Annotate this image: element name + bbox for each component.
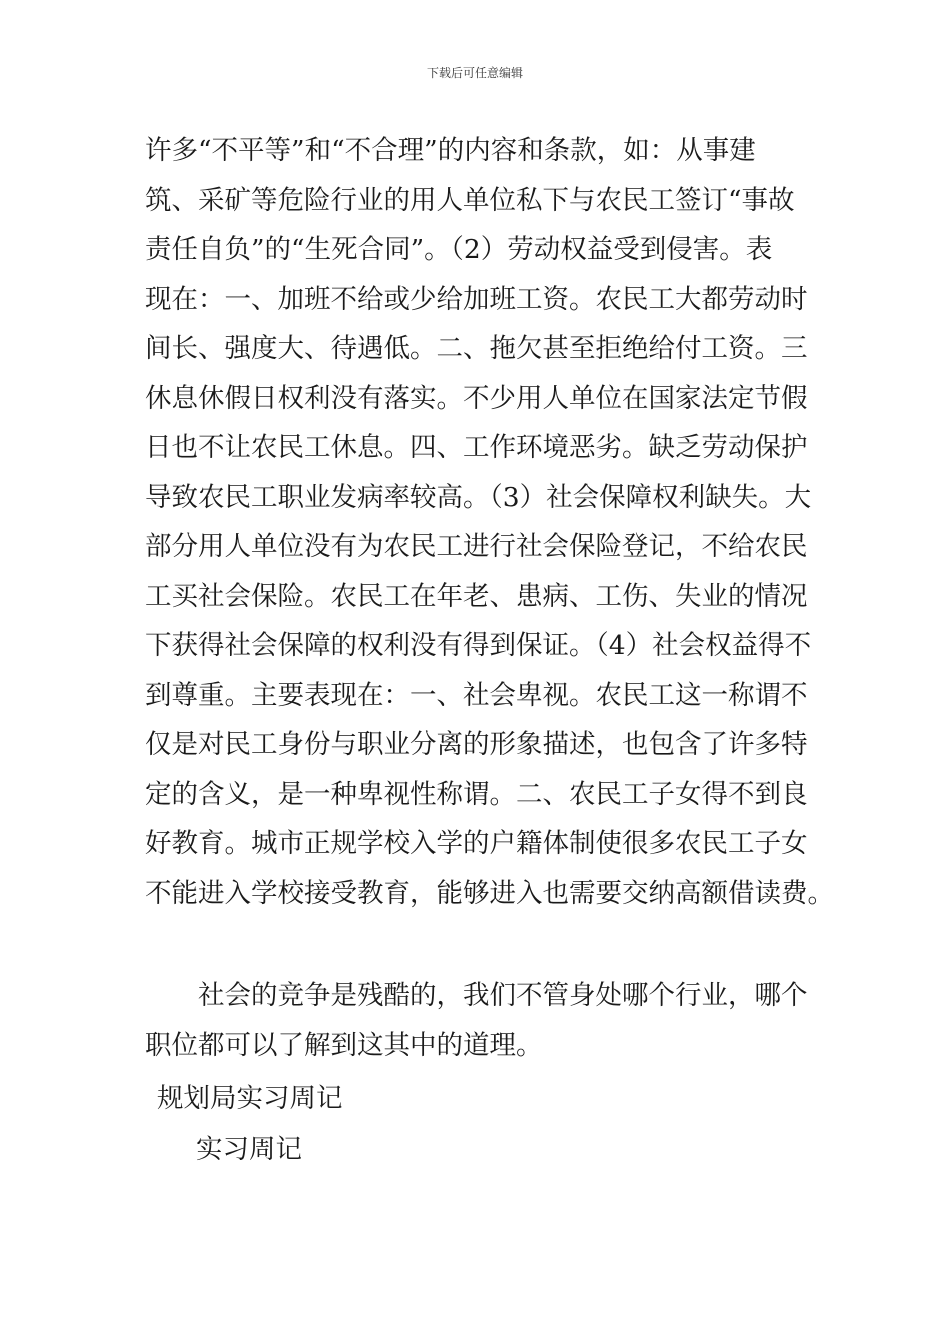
closing-line: 职位都可以了解到这其中的道理。	[145, 1029, 543, 1061]
body-line: 责任自负”的“生死合同”。（2）劳动权益受到侵害。表	[145, 234, 773, 265]
body-line: 下获得社会保障的权利没有得到保证。（4）社会权益得不	[145, 630, 812, 661]
body-line: 筑、采矿等危险行业的用人单位私下与农民工签订“事故	[145, 184, 795, 216]
body-line: 许多“不平等”和“不合理”的内容和条款，如：从事建	[145, 135, 756, 166]
body-paragraph	[145, 126, 834, 918]
body-line: 仅是对民工身份与职业分离的形象描述，也包含了许多特	[145, 729, 808, 760]
page-header-note: 下载后可任意编辑	[426, 66, 523, 80]
body-line: 好教育。城市正规学校入学的户籍体制使很多农民工子女	[145, 828, 808, 859]
closing-line: 社会的竞争是残酷的，我们不管身处哪个行业，哪个	[145, 980, 808, 1011]
body-line: 导致农民工职业发病率较高。（3）社会保障权利缺失。大	[145, 481, 812, 513]
body-line: 日也不让农民工休息。四、工作环境恶劣。缺乏劳动保护	[145, 432, 808, 463]
body-line: 现在：一、加班不给或少给加班工资。农民工大都劳动时	[145, 283, 808, 315]
body-line: 到尊重。主要表现在：一、社会卑视。农民工这一称谓不	[145, 679, 808, 711]
body-line: 不能进入学校接受教育，能够进入也需要交纳高额借读费。	[145, 877, 834, 909]
body-line: 部分用人单位没有为农民工进行社会保险登记，不给农民	[145, 531, 808, 562]
closing-paragraph	[145, 971, 817, 1070]
body-line: 定的含义，是一种卑视性称谓。二、农民工子女得不到良	[145, 778, 808, 810]
section-title: 规划局实习周记	[157, 1083, 343, 1114]
body-line: 间长、强度大、待遇低。二、拖欠甚至拒绝给付工资。三	[145, 333, 808, 364]
section-subtitle: 实习周记	[196, 1134, 302, 1165]
body-line: 休息休假日权利没有落实。不少用人单位在国家法定节假	[145, 382, 808, 414]
body-line: 工买社会保险。农民工在年老、患病、工伤、失业的情况	[145, 580, 808, 612]
